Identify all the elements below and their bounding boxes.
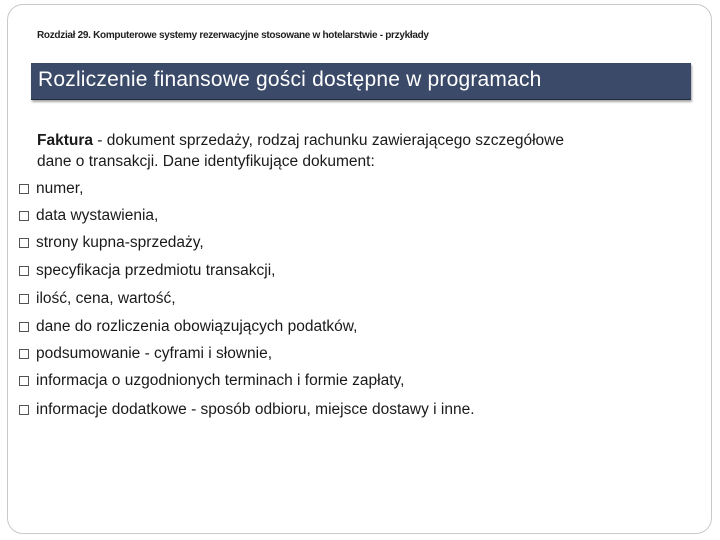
list-item [19, 207, 158, 225]
list-item [19, 318, 357, 336]
intro-text-line1: - dokument sprzedaży, rodzaj rachunku zawierającego szczegółowe [93, 132, 564, 149]
bullet-text: specyfikacja przedmiotu transakcji, [36, 262, 276, 279]
list-item [19, 401, 475, 419]
checkbox-bullet-icon [19, 184, 29, 194]
checkbox-bullet-icon [19, 266, 29, 276]
list-item [19, 180, 83, 198]
bullet-text: podsumowanie - cyframi i słownie, [36, 345, 273, 362]
checkbox-bullet-icon [19, 376, 29, 386]
bullet-text: numer, [36, 180, 84, 197]
checkbox-bullet-icon [19, 211, 29, 221]
intro-paragraph [37, 130, 687, 172]
chapter-header: Rozdział 29. Komputerowe systemy rezerwacyjne stosowane w hotelarstwie - przykłady [37, 30, 429, 41]
bullet-text: informacja o uzgodnionych terminach i formie zapłaty, [36, 372, 405, 389]
checkbox-bullet-icon [19, 294, 29, 304]
list-item [19, 234, 204, 252]
bullet-text: ilość, cena, wartość, [36, 290, 176, 307]
bullet-text: dane do rozliczenia obowiązujących podatków, [36, 318, 358, 335]
checkbox-bullet-icon [19, 349, 29, 359]
intro-term: Faktura [37, 132, 93, 149]
bullet-text: informacje dodatkowe - sposób odbioru, miejsce dostawy i inne. [36, 401, 475, 418]
checkbox-bullet-icon [19, 405, 29, 415]
bullet-text: data wystawienia, [36, 207, 159, 224]
list-item [19, 290, 176, 308]
title-bar [31, 63, 691, 100]
list-item [19, 262, 276, 280]
slide-title: Rozliczenie finansowe gości dostępne w programach [38, 68, 542, 91]
checkbox-bullet-icon [19, 322, 29, 332]
bullet-text: strony kupna-sprzedaży, [36, 234, 204, 251]
list-item [19, 372, 404, 390]
intro-text-line2: dane o transakcji. Dane identyfikujące dokument: [37, 153, 375, 170]
list-item [19, 345, 272, 363]
checkbox-bullet-icon [19, 238, 29, 248]
